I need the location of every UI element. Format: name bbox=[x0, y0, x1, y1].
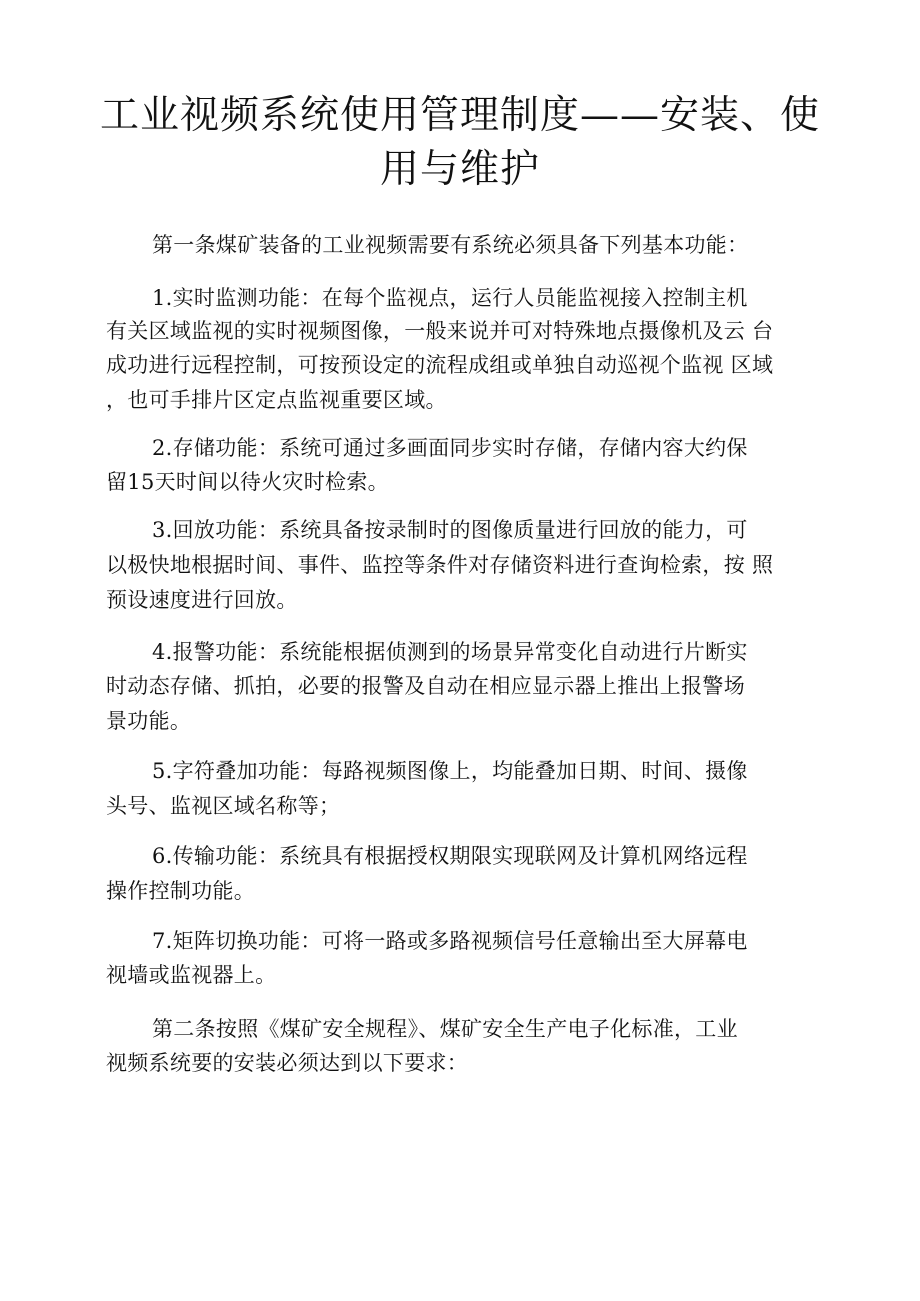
title-line-1: 工业视频系统使用管理制度——安装、使 bbox=[100, 93, 821, 138]
title-line-2: 用与维护 bbox=[379, 147, 540, 192]
item-1-line-2: 有关区域监视的实时视频图像，一般来说并可对特殊地点摄像机及云 台 bbox=[106, 319, 774, 343]
item-4-line-2: 时动态存储、抓拍，必要的报警及自动在相应显示器上推出上报警场 bbox=[106, 674, 745, 698]
item-4-line-3: 景功能。 bbox=[106, 709, 192, 733]
paragraph-article-2-line-2: 视频系统要的安装必须达到以下要求： bbox=[106, 1051, 469, 1075]
paragraph-article-2-line-1: 第二条按照《煤矿安全规程》、煤矿安全生产电子化标准，工业 bbox=[152, 1017, 738, 1041]
item-1-line-1: 1.实时监测功能：在每个监视点，运行人员能监视接入控制主机 bbox=[152, 286, 748, 310]
item-1-line-4: ，也可手排片区定点监视重要区域。 bbox=[106, 388, 447, 412]
item-4-line-1: 4.报警功能：系统能根据侦测到的场景异常变化自动进行片断实 bbox=[152, 640, 748, 664]
item-2-line-1: 2.存储功能：系统可通过多画面同步实时存储，存储内容大约保 bbox=[152, 436, 748, 460]
item-7-line-1: 7.矩阵切换功能：可将一路或多路视频信号任意输出至大屏幕电 bbox=[152, 929, 748, 953]
paragraph-article-1: 第一条煤矿装备的工业视频需要有系统必须具备下列基本功能： bbox=[152, 233, 749, 257]
item-6-line-1: 6.传输功能：系统具有根据授权期限实现联网及计算机网络远程 bbox=[152, 844, 748, 868]
item-5-line-2: 头号、监视区域名称等； bbox=[106, 794, 341, 818]
item-3-line-3: 预设速度进行回放。 bbox=[106, 588, 298, 612]
item-1-line-3: 成功进行远程控制，可按预设定的流程成组或单独自动巡视个监视 区域 bbox=[106, 353, 774, 377]
item-5-line-1: 5.字符叠加功能：每路视频图像上，均能叠加日期、时间、摄像 bbox=[152, 759, 748, 783]
item-6-line-2: 操作控制功能。 bbox=[106, 879, 256, 903]
item-3-line-2: 以极快地根据时间、事件、监控等条件对存储资料进行查询检索，按 照 bbox=[106, 553, 774, 577]
item-7-line-2: 视墙或监视器上。 bbox=[106, 963, 277, 987]
item-3-line-1: 3.回放功能：系统具备按录制时的图像质量进行回放的能力，可 bbox=[152, 518, 748, 542]
item-2-line-2: 留15天时间以待火灾时检索。 bbox=[106, 470, 389, 494]
